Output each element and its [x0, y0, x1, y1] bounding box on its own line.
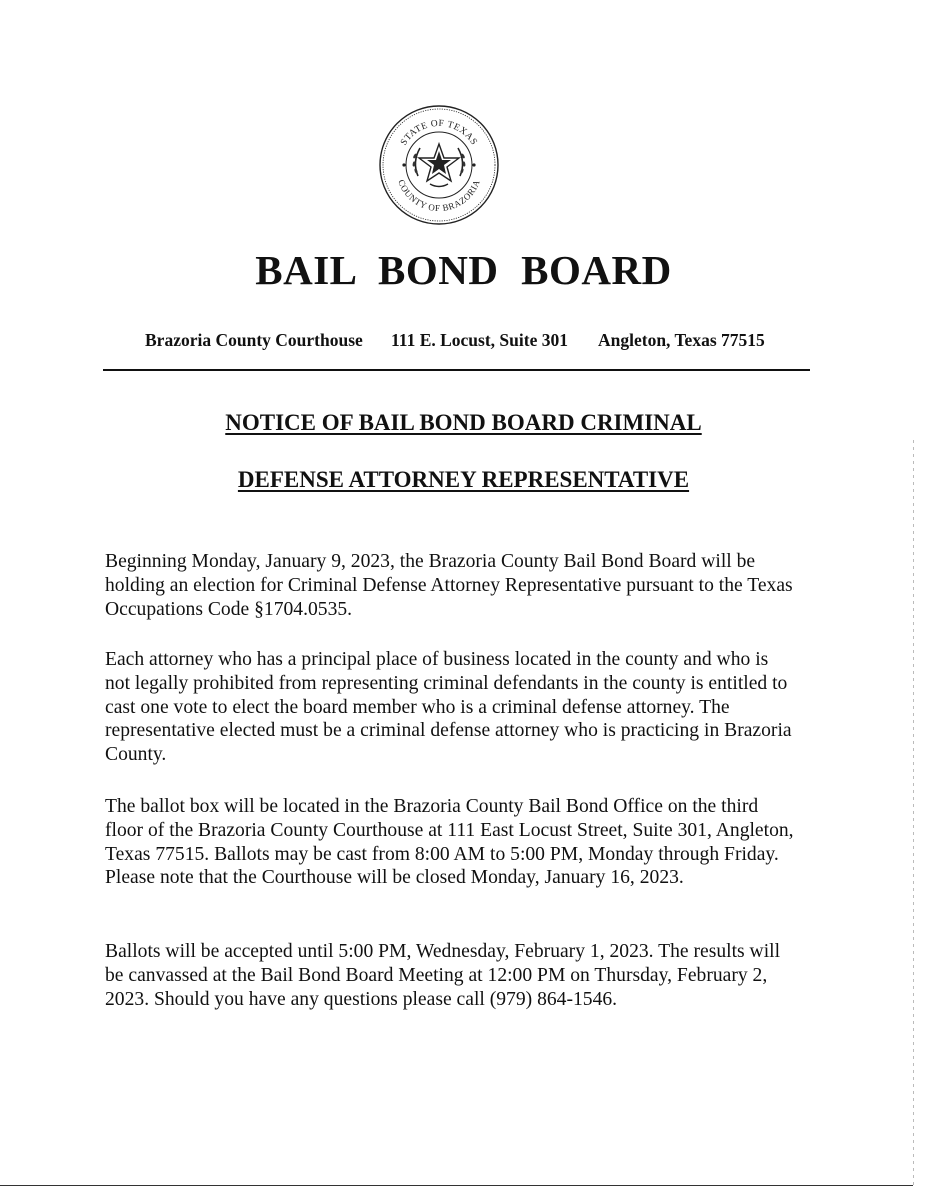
board-title: BAIL BOND BOARD — [255, 247, 672, 293]
paragraph-deadline: Ballots will be accepted until 5:00 PM, Wednesday, February 1, 2023. The results will be canvassed at the Bail Bond Board Meeting at 12:00 PM on Thursday, February 2, 2023. Should you have any questions please call (979) 864-1546. — [105, 941, 781, 1010]
notice-heading-line2: DEFENSE ATTORNEY REPRESENTATIVE — [237, 467, 690, 492]
address-street: 111 E. Locust, Suite 301 — [391, 330, 568, 350]
paragraph-ballot-location: The ballot box will be located in the Brazoria County Bail Bond Office on the third floor of the Brazoria County Courthouse at 111 East Locust Street, Suite 301, Angleton, Texas 77515. Ballots may be cast from 8:00 AM to 5:00 PM, Monday through Friday. Please note that the Courthouse will be closed Monday, January 16, 2023. — [105, 796, 794, 889]
seal-bottom-text: COUNTY OF BRAZORIA — [396, 178, 482, 214]
paragraph-eligibility: Each attorney who has a principal place of business located in the county and who is not legally prohibited from representing criminal defendants in the county is entitled to cast one vote to elect the board member who is a criminal defense attorney. The representative elected must be a criminal defense attorney who is practicing in Brazoria County. — [105, 649, 792, 766]
paragraph-election: Beginning Monday, January 9, 2023, the Brazoria County Bail Bond Board will be holding an election for Criminal Defense Attorney Representative pursuant to the Texas Occupations Code §1704.0535. — [105, 551, 793, 620]
header-divider — [103, 369, 810, 371]
county-seal-icon — [378, 104, 500, 226]
seal-top-text: STATE OF TEXAS — [399, 118, 479, 148]
scan-edge-line — [913, 440, 914, 1185]
address-location: Brazoria County Courthouse — [145, 330, 363, 350]
svg-text:COUNTY OF BRAZORIA — [396, 178, 482, 213]
bottom-rule — [0, 1185, 913, 1186]
notice-heading-line1: NOTICE OF BAIL BOND BOARD CRIMINAL — [225, 410, 702, 435]
county-seal — [378, 104, 500, 226]
address-city: Angleton, Texas 77515 — [598, 330, 765, 350]
